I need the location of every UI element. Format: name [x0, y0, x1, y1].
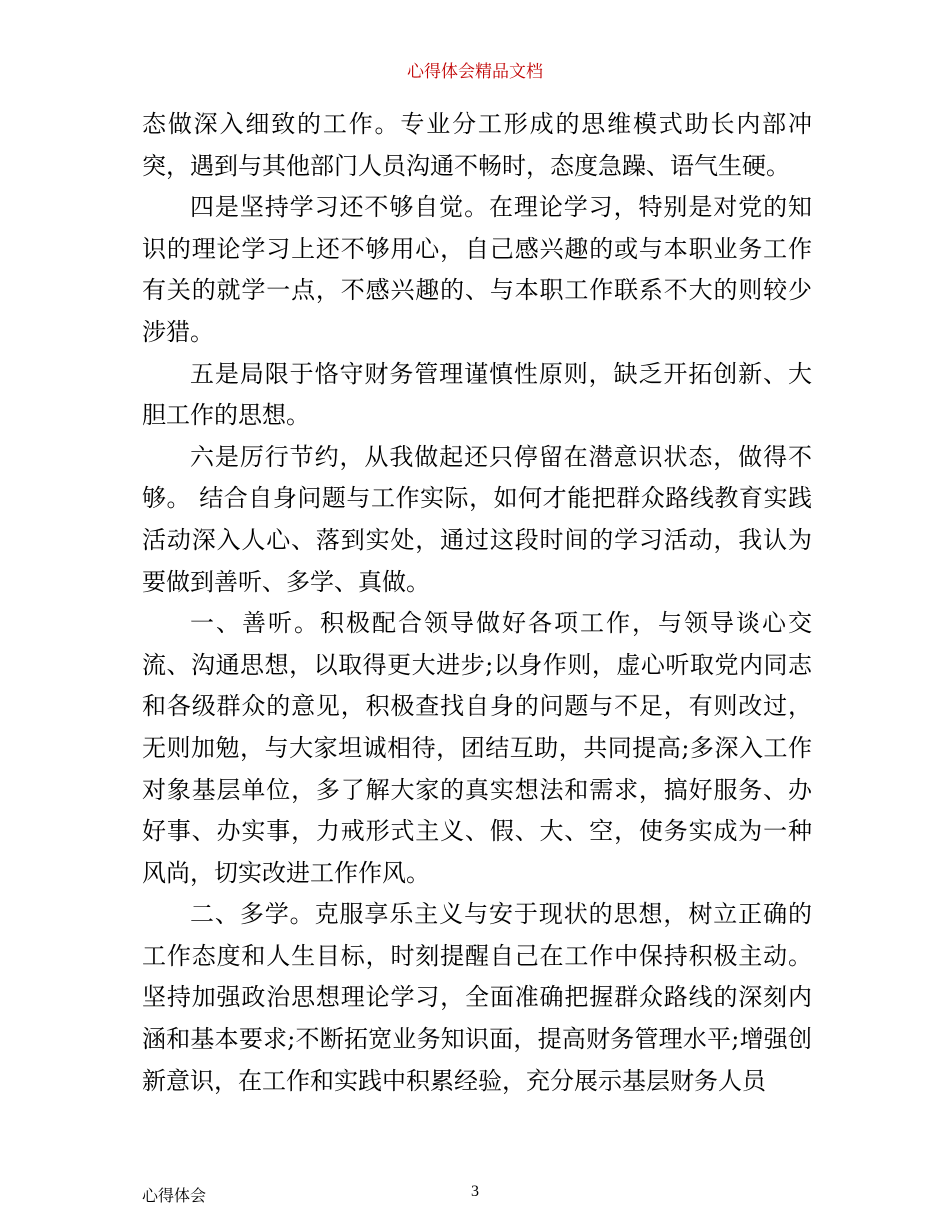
paragraph-point-four: 四是坚持学习还不够自觉。在理论学习，特别是对党的知识的理论学习上还不够用心，自己感兴趣的或与本职业务工作有关的就学一点，不感兴趣的、与本职工作联系不大的则较少涉猎。 [142, 193, 812, 346]
paragraph-continuation: 态做深入细致的工作。专业分工形成的思维模式助长内部冲突，遇到与其他部门人员沟通不畅时，态度急躁、语气生硬。 [142, 110, 812, 180]
paragraph-point-five: 五是局限于恪守财务管理谨慎性原则，缺乏开拓创新、大胆工作的思想。 [142, 359, 812, 430]
page-header-title: 心得体会精品文档 [407, 62, 543, 82]
paragraph-listen: 一、善听。积极配合领导做好各项工作，与领导谈心交流、沟通思想，以取得更大进步;以身作则，虚心听取党内同志和各级群众的意见，积极查找自身的问题与不足，有则改过，无则加勉，与大家坦诚相待，团结互助，共同提高;多深入工作对象基层单位，多了解大家的真实想法和需求，搞好服务、办好事、办实事，力戒形式主义、假、大、空，使务实成为一种风尚，切实改进工作作风。 [142, 609, 812, 887]
page-number: 3 [471, 1183, 479, 1200]
paragraph-point-six: 六是厉行节约，从我做起还只停留在潜意识状态，做得不够。 结合自身问题与工作实际，如何才能把群众路线教育实践活动深入人心、落到实处，通过这段时间的学习活动，我认为要做到善听、多学、真做。 [142, 442, 812, 596]
paragraph-learn: 二、多学。克服享乐主义与安于现状的思想，树立正确的工作态度和人生目标，时刻提醒自己在工作中保持积极主动。坚持加强政治思想理论学习，全面准确把握群众路线的深刻内涵和基本要求;不断拓宽业务知识面，提高财务管理水平;增强创新意识，在工作和实践中积累经验，充分展示基层财务人员 [142, 900, 812, 1095]
document-body [142, 104, 812, 1102]
footer-label: 心得体会 [142, 1186, 207, 1205]
